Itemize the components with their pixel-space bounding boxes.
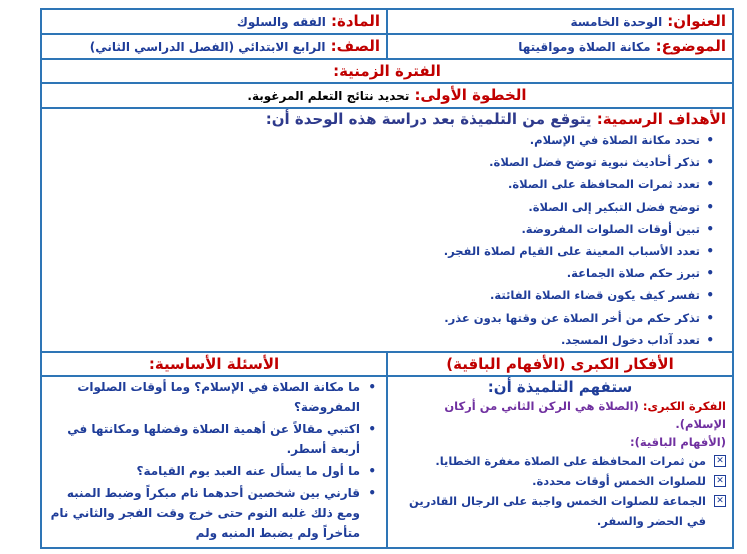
title-value: الوحدة الخامسة — [570, 15, 663, 29]
question-item: • اكتبي مقالاً عن أهمية الصلاة وفضلها ومكانتها في أربعة أسطر. — [48, 419, 360, 459]
objective-item: • تعدد الأسباب المعينة على القيام لصلاة الفجر. — [48, 240, 700, 262]
objective-item: • تحدد مكانة الصلاة في الإسلام. — [48, 129, 700, 151]
topic-cell — [387, 34, 733, 59]
question-item: • قارني بين شخصين أحدهما نام مبكراً وضبط المنبه ومع ذلك غلبه النوم حتى خرج وقت الفجر والثاني نام متأخراً ولم يضبط المنبه ولم — [48, 483, 360, 543]
bullet-icon: • — [368, 422, 376, 437]
questions-cell — [41, 376, 387, 548]
objectives-cell — [41, 108, 733, 352]
bullet-icon: • — [706, 133, 714, 147]
title-cell — [387, 9, 733, 34]
objective-item: • تذكر حكم من أخر الصلاة عن وقتها بدون عذر. — [48, 307, 700, 329]
subject-label: المادة: — [330, 12, 380, 30]
questions-list — [48, 377, 380, 543]
checkbox-icon: ✕ — [714, 455, 726, 467]
objectives-label: الأهداف الرسمية: — [596, 110, 726, 128]
question-item: • ما مكانة الصلاة في الإسلام؟ وما أوقات الصلوات المفروضة؟ — [48, 377, 360, 417]
main-idea-value: (الصلاة هي الركن الثاني من أركان الإسلام). — [444, 399, 726, 432]
objective-item: • تعدد آداب دخول المسجد. — [48, 329, 700, 351]
question-item: • ما أول ما يسأل عنه العبد يوم القيامة؟ — [48, 461, 360, 481]
lesson-plan-table — [40, 8, 734, 549]
big-ideas-cell — [387, 376, 733, 548]
grade-value: الرابع الابتدائي (الفصل الدراسي الثاني) — [89, 40, 326, 54]
bullet-icon: • — [706, 244, 714, 259]
bullet-icon: • — [368, 380, 376, 395]
bullet-icon: • — [706, 221, 714, 236]
objective-item: • توضح فضل التبكير إلى الصلاة. — [48, 196, 700, 218]
bullet-icon: • — [706, 288, 714, 303]
objective-item: • تذكر أحاديث نبوية توضح فضل الصلاة. — [48, 151, 700, 173]
bullet-icon: • — [706, 266, 714, 281]
objectives-heading — [48, 109, 726, 129]
topic-value: مكانة الصلاة ومواقيتها — [518, 40, 651, 54]
objectives-intro: يتوقع من التلميذة بعد دراسة هذه الوحدة أن: — [265, 110, 592, 128]
bullet-icon: • — [706, 155, 714, 170]
title-label: العنوان: — [667, 12, 726, 30]
main-idea — [394, 397, 726, 433]
grade-cell — [41, 34, 387, 59]
understanding-item: ✕ الجماعة للصلوات الخمس واجبة على الرجال القادرين في الحضر والسفر. — [394, 491, 726, 531]
checkbox-icon: ✕ — [714, 495, 726, 507]
bullet-icon: • — [706, 310, 714, 325]
grade-label: الصف: — [330, 37, 380, 55]
bullet-icon: • — [706, 177, 714, 192]
period-label: الفترة الزمنية: — [333, 62, 441, 80]
objective-item: • تبرز حكم صلاة الجماعة. — [48, 262, 700, 284]
bullet-icon: • — [368, 486, 376, 501]
big-ideas-title: ستفهم التلميذة أن: — [487, 378, 633, 397]
step-value: تحديد نتائج التعلم المرغوبة. — [247, 89, 410, 103]
big-ideas-header: الأفكار الكبرى (الأفهام الباقية) — [387, 352, 733, 376]
main-idea-label: الفكرة الكبرى: — [642, 399, 726, 414]
essential-questions-header: الأسئلة الأساسية: — [41, 352, 387, 376]
bullet-icon: • — [706, 199, 714, 214]
objective-item: • تفسر كيف يكون قضاء الصلاة الفائتة. — [48, 284, 700, 306]
step-cell — [41, 83, 733, 108]
objective-item: • تبين أوقات الصلوات المفروضة. — [48, 218, 700, 240]
subject-value: الفقه والسلوك — [236, 15, 326, 29]
understandings-title: (الأفهام الباقية): — [630, 435, 726, 450]
topic-label: الموضوع: — [655, 37, 726, 55]
bullet-icon: • — [706, 332, 714, 347]
objective-item: • تعدد ثمرات المحافظة على الصلاة. — [48, 173, 700, 195]
step-label: الخطوة الأولى: — [414, 86, 527, 104]
understanding-item: ✕ من ثمرات المحافظة على الصلاة مغفرة الخطايا. — [394, 451, 726, 471]
checkbox-icon: ✕ — [714, 475, 726, 487]
objectives-list — [48, 129, 726, 351]
period-cell — [41, 59, 733, 83]
bullet-icon: • — [368, 464, 376, 479]
subject-cell — [41, 9, 387, 34]
understanding-item: ✕ للصلوات الخمس أوقات محددة. — [394, 471, 726, 491]
